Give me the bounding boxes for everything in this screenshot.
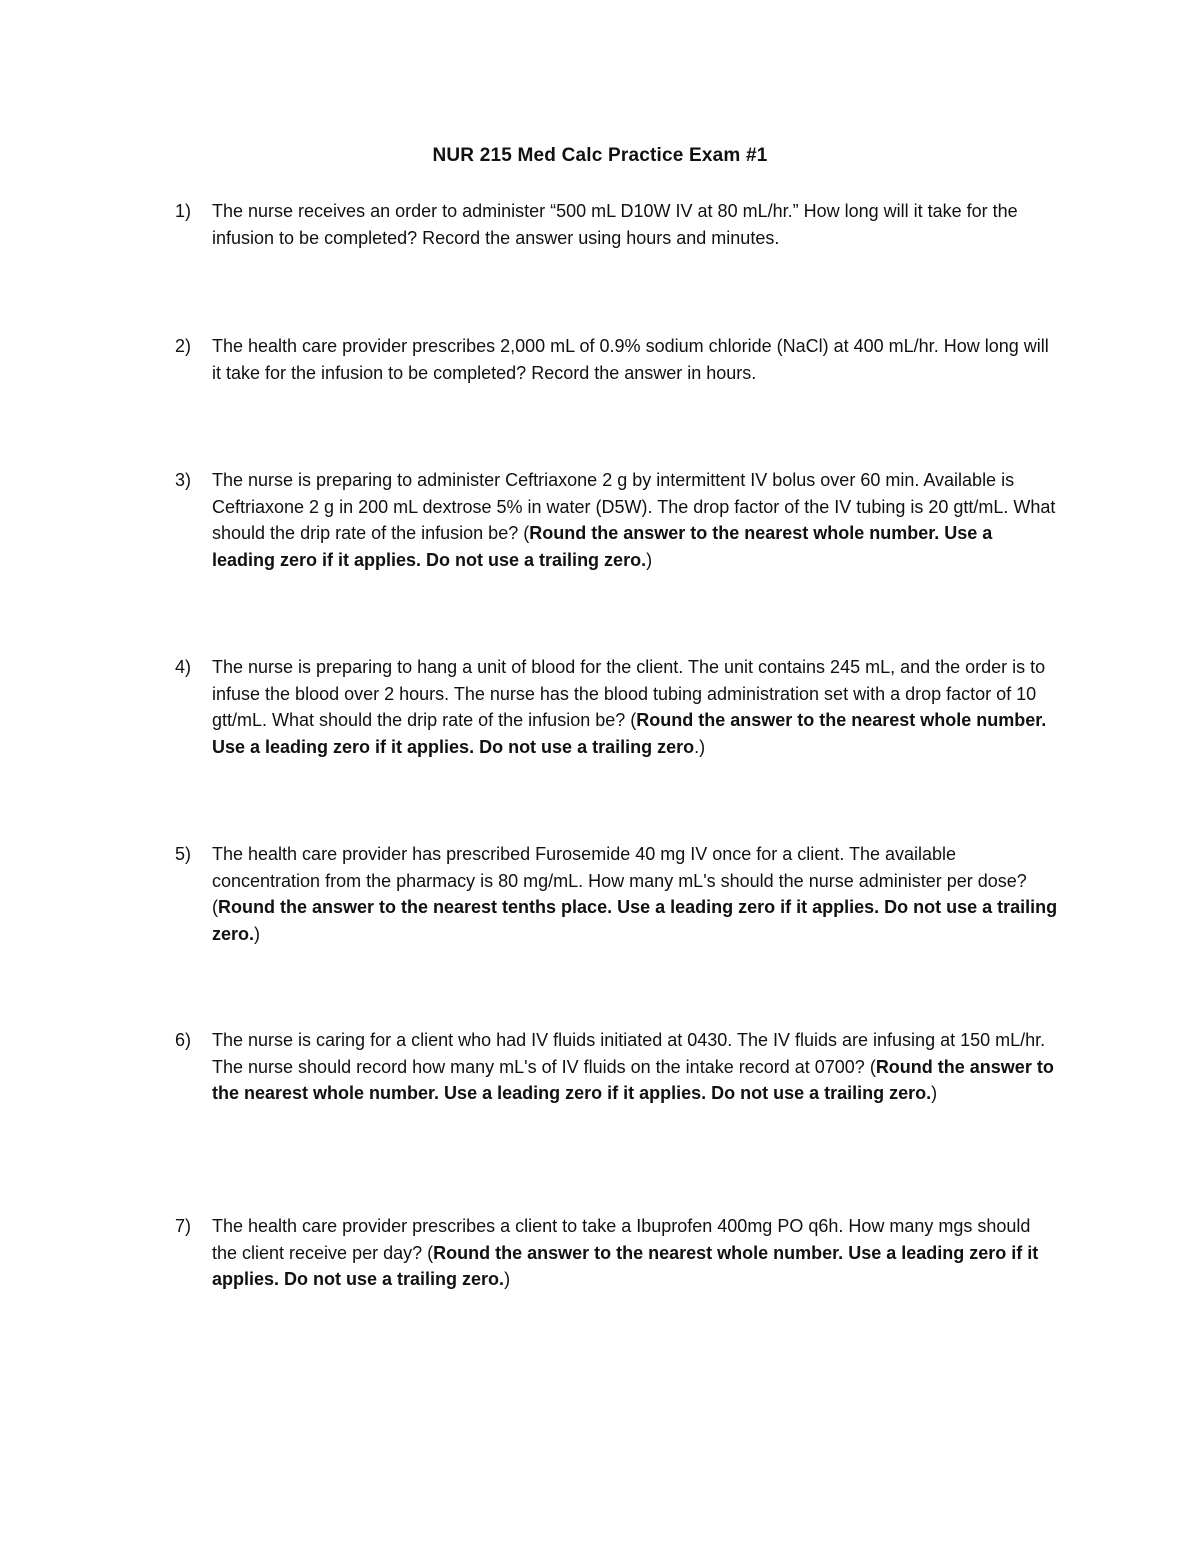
question-number: 5): [175, 844, 192, 864]
question-text: The health care provider prescribes 2,000 mL of 0.9% sodium chloride (NaCl) at 400 mL/hr. How long will it take for the infusion to be completed? Record the answer in hours.: [212, 336, 1049, 383]
question-7: [175, 1213, 1060, 1293]
rounding-instruction: Round the answer to the nearest whole number. Use a leading zero if it applies. Do not use a trailing zero: [212, 710, 1047, 757]
question-text: The nurse is preparing to administer Ceftriaxone 2 g by intermittent IV bolus over 60 min. Available is Ceftriaxone 2 g in 200 mL dextrose 5% in water (D5W). The drop factor of the IV tubing is 20 gtt/mL. What should the drip rate of the infusion be? (Round the answer to the nearest whole number. Use a leading zero if it applies. Do not use a trailing zero.): [212, 470, 1056, 570]
question-text: The nurse receives an order to administer “500 mL D10W IV at 80 mL/hr.” How long will it take for the infusion to be completed? Record the answer using hours and minutes.: [212, 201, 1018, 248]
question-text: The nurse is caring for a client who had IV fluids initiated at 0430. The IV fluids are infusing at 150 mL/hr. The nurse should record how many mL's of IV fluids on the intake record at 0700? (Round the answer to the nearest whole number. Use a leading zero if it applies. Do not use a trailing zero.): [212, 1030, 1054, 1103]
rounding-instruction: Round the answer to the nearest whole number. Use a leading zero if it applies. Do not use a trailing zero.: [212, 1242, 1039, 1289]
question-3: [175, 467, 1060, 573]
question-5: [175, 841, 1060, 947]
rounding-instruction: Round the answer to the nearest tenths place. Use a leading zero if it applies. Do not use a trailing zero.: [212, 897, 1058, 944]
question-number: 6): [175, 1030, 192, 1050]
question-number: 3): [175, 470, 192, 490]
question-text: The health care provider has prescribed Furosemide 40 mg IV once for a client. The available concentration from the pharmacy is 80 mg/mL. How many mL's should the nurse administer per dose? (Round the answer to the nearest tenths place. Use a leading zero if it applies. Do not use a trailing zero.): [212, 844, 1058, 944]
rounding-instruction: Round the answer to the nearest whole number. Use a leading zero if it applies. Do not use a trailing zero.: [212, 523, 993, 570]
question-number: 1): [175, 201, 192, 221]
question-number: 7): [175, 1216, 192, 1236]
question-number: 4): [175, 657, 192, 677]
question-text: The nurse is preparing to hang a unit of blood for the client. The unit contains 245 mL, and the order is to infuse the blood over 2 hours. The nurse has the blood tubing administration set with a drop factor of 10 gtt/mL. What should the drip rate of the infusion be? (Round the answer to the nearest whole number. Use a leading zero if it applies. Do not use a trailing zero.): [212, 657, 1047, 757]
rounding-instruction: Round the answer to the nearest whole number. Use a leading zero if it applies. Do not use a trailing zero.: [212, 1056, 1054, 1103]
question-number: 2): [175, 336, 192, 356]
question-6: [175, 1027, 1060, 1107]
question-2: [175, 333, 1060, 386]
page-title: NUR 215 Med Calc Practice Exam #1: [432, 145, 768, 166]
question-text: The health care provider prescribes a client to take a Ibuprofen 400mg PO q6h. How many mgs should the client receive per day? (Round the answer to the nearest whole number. Use a leading zero if it applies. Do not use a trailing zero.): [212, 1216, 1039, 1289]
question-4: [175, 654, 1060, 760]
question-1: [175, 198, 1060, 251]
